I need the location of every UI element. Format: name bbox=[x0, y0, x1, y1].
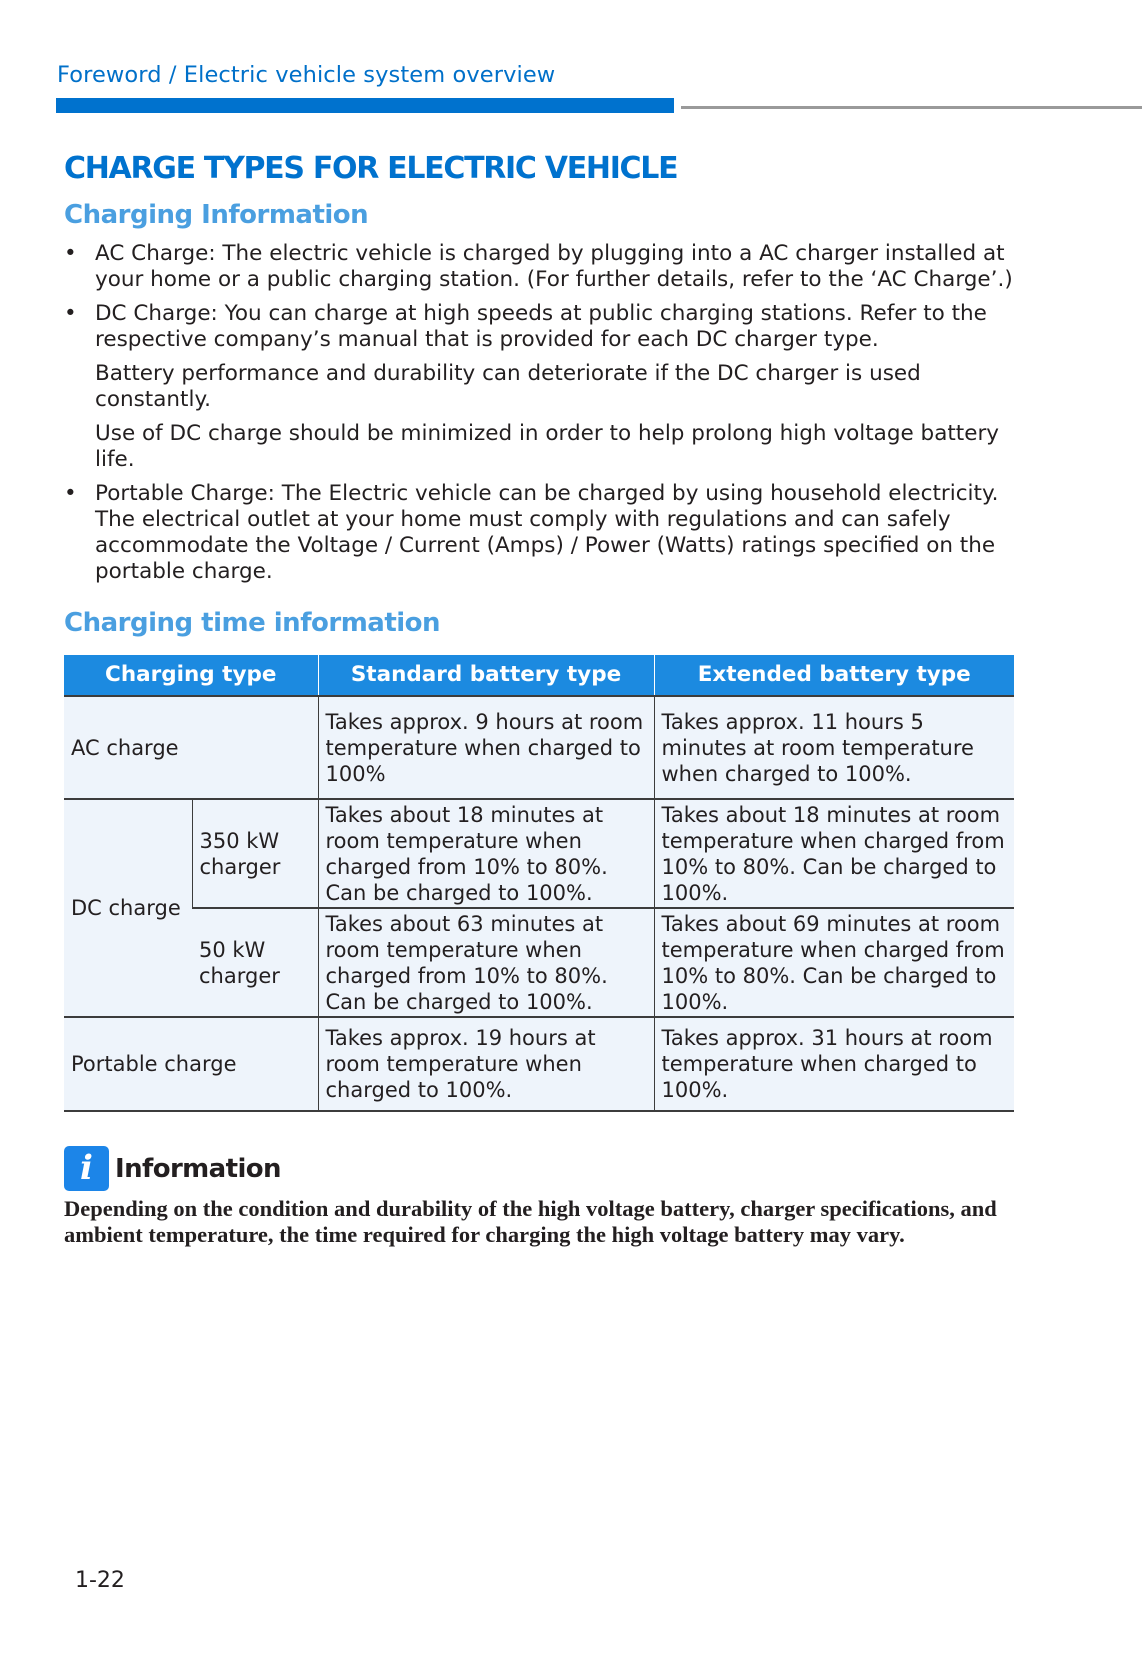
dc-note-durability: Battery performance and durability can deteriorate if the DC charger is used constantly. bbox=[95, 361, 921, 412]
cell-ac-type: AC charge bbox=[64, 696, 318, 799]
information-title: Information bbox=[115, 1153, 281, 1184]
cell-dc-350-charger: 350 kW charger bbox=[192, 799, 318, 908]
table-row-dc-50 bbox=[64, 908, 1014, 1017]
list-item-text: Portable Charge: The Electric vehicle can be charged by using household electricity. The electrical outlet at your home must comply with regulations and can safely accommodate the Voltage / Current (Amps) / Power (Watts) ratings specified on the portable charge. bbox=[95, 481, 999, 584]
list-item-text: AC Charge: The electric vehicle is charged by plugging into a AC charger installed at your home or a public charging station. (For further details, refer to the ‘AC Charge’.) bbox=[95, 241, 1013, 292]
dc-note-minimize: Use of DC charge should be minimized in order to help prolong high voltage battery life. bbox=[95, 421, 1000, 472]
bullet-icon: • bbox=[64, 481, 77, 506]
header-rule bbox=[681, 106, 1142, 109]
header-charging-type: Charging type bbox=[64, 655, 318, 696]
info-icon: i bbox=[64, 1146, 109, 1191]
charging-info-list bbox=[64, 241, 1024, 585]
cell-portable-type: Portable charge bbox=[64, 1017, 318, 1111]
cell-portable-extended: Takes approx. 31 hours at room temperature when charged to 100%. bbox=[654, 1017, 1014, 1111]
cell-dc-type: DC charge bbox=[64, 799, 192, 1017]
information-heading bbox=[64, 1146, 281, 1191]
cell-portable-standard: Takes approx. 19 hours at room temperature when charged to 100%. bbox=[318, 1017, 654, 1111]
bullet-icon: • bbox=[64, 241, 77, 266]
section-title-charging-time: Charging time information bbox=[64, 608, 441, 638]
charging-time-table bbox=[64, 655, 1014, 1112]
header-extended-battery: Extended battery type bbox=[654, 655, 1014, 696]
table-row-ac bbox=[64, 696, 1014, 799]
header-accent-bar bbox=[56, 98, 674, 113]
cell-dc-50-extended: Takes about 69 minutes at room temperature when charged from 10% to 80%. Can be charged to 100%. bbox=[654, 908, 1014, 1017]
section-title-charging-information: Charging Information bbox=[64, 200, 369, 230]
cell-dc-350-standard: Takes about 18 minutes at room temperature when charged from 10% to 80%. Can be charged to 100%. bbox=[318, 799, 654, 908]
cell-ac-extended: Takes approx. 11 hours 5 minutes at room temperature when charged to 100%. bbox=[654, 696, 1014, 799]
list-item-portable-charge bbox=[64, 481, 1024, 585]
bullet-icon: • bbox=[64, 301, 77, 326]
table-row-dc-350 bbox=[64, 799, 1014, 908]
breadcrumb: Foreword / Electric vehicle system overview bbox=[57, 62, 556, 88]
header-standard-battery: Standard battery type bbox=[318, 655, 654, 696]
list-item-ac-charge bbox=[64, 241, 1024, 293]
cell-dc-50-standard: Takes about 63 minutes at room temperature when charged from 10% to 80%. Can be charged to 100%. bbox=[318, 908, 654, 1017]
cell-dc-350-extended: Takes about 18 minutes at room temperature when charged from 10% to 80%. Can be charged to 100%. bbox=[654, 799, 1014, 908]
page-number: 1-22 bbox=[75, 1568, 125, 1593]
list-item-text: DC Charge: You can charge at high speeds at public charging stations. Refer to the respective company’s manual that is provided for each DC charger type. bbox=[95, 301, 987, 352]
information-text: Depending on the condition and durability of the high voltage battery, charger specifications, and ambient temperature, the time required for charging the high voltage battery may vary. bbox=[64, 1196, 997, 1247]
cell-ac-standard: Takes approx. 9 hours at room temperature when charged to 100% bbox=[318, 696, 654, 799]
page-title: CHARGE TYPES FOR ELECTRIC VEHICLE bbox=[64, 151, 678, 186]
table-header-row bbox=[64, 655, 1014, 696]
table-row-portable bbox=[64, 1017, 1014, 1111]
cell-dc-50-charger: 50 kW charger bbox=[192, 908, 318, 1017]
list-item-dc-charge bbox=[64, 301, 1024, 353]
